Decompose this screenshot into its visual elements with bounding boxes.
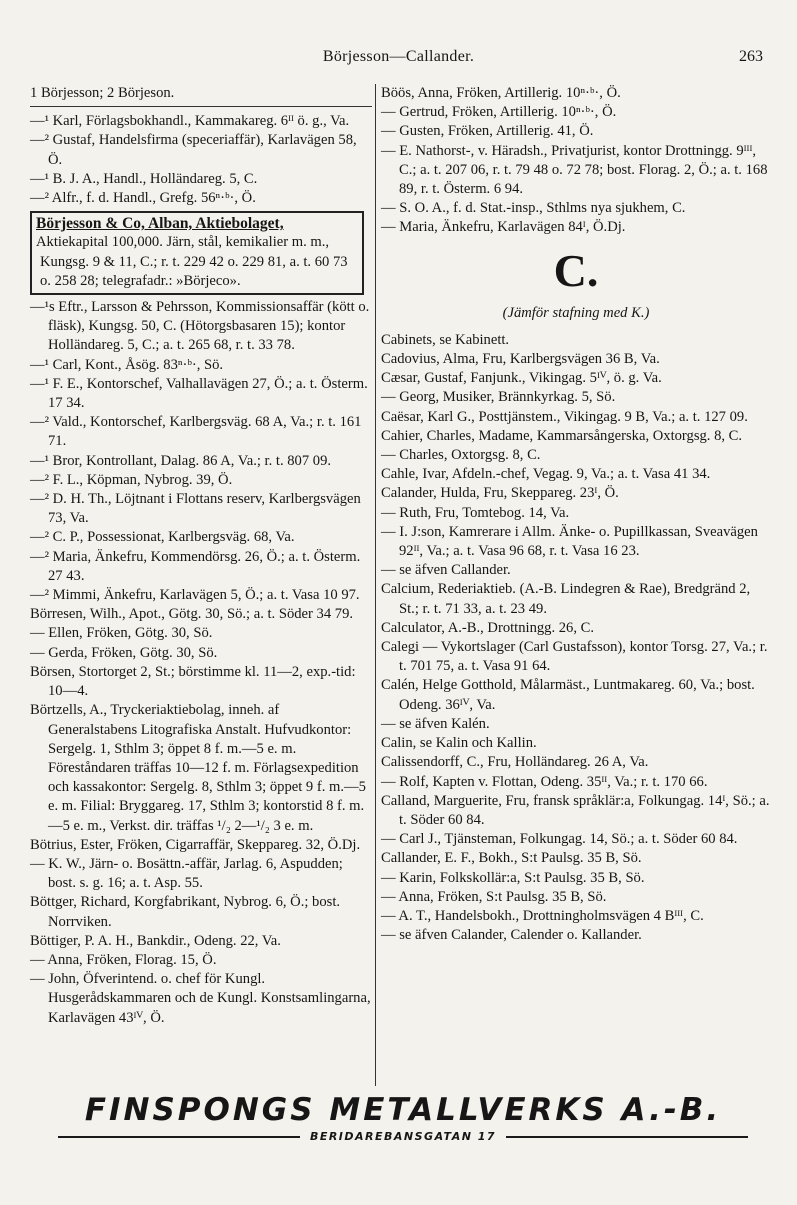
directory-entry: — Rolf, Kapten v. Flottan, Odeng. 35ᴵᴵ, Va.; r. t. 170 66. — [381, 773, 708, 790]
directory-entry: —² Maria, Änkefru, Kommendörsg. 26, Ö.; a. t. Österm. 27 43. — [30, 548, 361, 584]
directory-entry: — John, Öfverintend. o. chef för Kungl. Husgerådskammaren och de Kungl. Konstsamlingarna, Karlavägen 43ᴵⱽ, Ö. — [30, 971, 371, 1026]
directory-entry: Cahier, Charles, Madame, Kammarsångerska, Oxtorgsg. 8, C. — [381, 427, 743, 444]
directory-entry: Calcium, Rederiaktieb. (A.-B. Lindegren & Rae), Bredgränd 2, St.; r. t. 71 33, a. t. 23 49. — [381, 581, 751, 617]
directory-entry: — se äfven Kalén. — [381, 715, 490, 732]
directory-entry: — K. W., Järn- o. Bosättn.-affär, Jarlag. 6, Aspudden; bost. s. g. 16; a. t. Asp. 55. — [30, 855, 343, 892]
directory-entry: — Gusten, Fröken, Artillerig. 41, Ö. — [381, 123, 594, 140]
banner-address-line — [58, 1130, 748, 1143]
directory-entry: —¹ Bror, Kontrollant, Dalag. 86 A, Va.; r. t. 807 09. — [30, 452, 332, 469]
directory-entry: Börtzells, A., Tryckeriaktiebolag, inneh. af Generalstabens Litografiska Anstalt. Hufvudkontor: Sergelg. 1, Sthlm 3; öppet 8 f. m.—5 e. m. Föreståndaren träffas 10—12 f. m. Förlagsexpedition och kassakontor: Sergelg. 8, Sthlm 3; öppet 9 f. m.—5 e. m. Filial: Bryggareg. 17, Sthlm 3; kontorstid 8 f. m. —5 e. m., Verkst. dir. träffas ¹/₂ 2—¹/₂ 3 e. m. — [30, 702, 366, 834]
directory-entry: — Ellen, Fröken, Götg. 30, Sö. — [30, 625, 213, 642]
directory-entry: — Maria, Änkefru, Karlavägen 84ᴵ, Ö.Dj. — [381, 219, 626, 236]
directory-entry: — Ruth, Fru, Tomtebog. 14, Va. — [381, 504, 570, 521]
directory-entry: — Carl J., Tjänsteman, Folkungag. 14, Sö.; a. t. Söder 60 84. — [381, 831, 738, 848]
directory-entry: —¹ Carl, Kont., Åsög. 83ⁿ·ᵇ·, Sö. — [30, 356, 224, 373]
directory-entry: Calin, se Kalin och Kallin. — [381, 735, 537, 752]
advertisement-body: Aktiekapital 100,000. Järn, stål, kemikalier m. m., Kungsg. 9 & 11, C.; r. t. 229 42 o. 229 81, a. t. 60 73 o. 258 28; telegrafadr.: »Börjeco». — [36, 234, 348, 289]
directory-entry: Cabinets, se Kabinett. — [381, 331, 510, 348]
directory-entry: — Anna, Fröken, Florag. 15, Ö. — [30, 951, 217, 968]
directory-entry: Calland, Marguerite, Fru, fransk språklär:a, Folkungag. 14ᴵ, Sö.; a. t. Söder 60 84. — [381, 792, 770, 828]
directory-entry: — se äfven Calander, Calender o. Kallander. — [381, 927, 642, 944]
banner-title: FINSPONGS METALLVERKS A.-B. — [84, 1092, 722, 1128]
directory-entry: — A. T., Handelsbokh., Drottningholmsvägen 4 Bᴵᴵᴵ, C. — [381, 907, 704, 924]
directory-entry: —¹ F. E., Kontorschef, Valhallavägen 27, Ö.; a. t. Österm. 17 34. — [30, 375, 368, 412]
section-note: (Jämför stafning med K.) — [502, 304, 650, 321]
directory-entry: Callander, E. F., Bokh., S:t Paulsg. 35 B, Sö. — [381, 850, 642, 867]
directory-entry: — Gerda, Fröken, Götg. 30, Sö. — [30, 644, 218, 661]
directory-entry: Calén, Helge Gotthold, Målarmäst., Luntmakareg. 60, Va.; bost. Odeng. 36ᴵⱽ, Va. — [381, 677, 755, 713]
directory-entry: — S. O. A., f. d. Stat.-insp., Sthlms nya sjukhem, C. — [381, 200, 686, 217]
directory-entry: — Georg, Musiker, Brännkyrkag. 5, Sö. — [381, 389, 616, 406]
directory-entry: Cahle, Ivar, Afdeln.-chef, Vegag. 9, Va.; a. t. Vasa 41 34. — [381, 466, 711, 483]
directory-entry: Böttger, Richard, Korgfabrikant, Nybrog. 6, Ö.; bost. Norrviken. — [30, 894, 341, 930]
directory-entry: —¹ B. J. A., Handl., Holländareg. 5, C. — [30, 170, 258, 187]
directory-entry: —² C. P., Possessionat, Karlbergsväg. 68, Va. — [30, 529, 295, 546]
directory-entry: Bötrius, Ester, Fröken, Cigarraffär, Skeppareg. 32, Ö.Dj. — [30, 836, 361, 853]
directory-entry: —² Gustaf, Handelsfirma (speceriaffär), Karlavägen 58, Ö. — [30, 132, 357, 168]
directory-entry: Cadovius, Alma, Fru, Karlbergsvägen 36 B, Va. — [381, 351, 660, 368]
directory-entry: Calegi — Vykortslager (Carl Gustafsson), kontor Torsg. 27, Va.; r. t. 701 75, a. t. Vasa 91 64. — [381, 639, 768, 675]
banner-address: BERIDAREBANSGATAN 17 — [309, 1130, 497, 1143]
left-column — [30, 84, 372, 1028]
directory-entry: Cæsar, Gustaf, Fanjunk., Vikingag. 5ᴵⱽ, ö. g. Va. — [381, 370, 662, 387]
directory-entry: —² Mimmi, Änkefru, Karlavägen 5, Ö.; a. t. Vasa 10 97. — [30, 587, 360, 604]
left-column-heading: 1 Börjesson; 2 Börjeson. — [30, 84, 372, 107]
directory-entry: — I. J:son, Kamrerare i Allm. Änke- o. Pupillkassan, Sveavägen 92ᴵᴵ, Va.; a. t. Vasa 96 68, r. t. Vasa 16 23. — [381, 523, 758, 560]
footer-advertisement — [58, 1092, 748, 1144]
advertisement-title: Börjesson & Co, Alban, Aktiebolaget, — [36, 215, 284, 233]
right-entries-bottom — [381, 331, 771, 946]
directory-entry: Börresen, Wilh., Apot., Götg. 30, Sö.; a. t. Söder 34 79. — [30, 606, 354, 623]
directory-entry: — Gertrud, Fröken, Artillerig. 10ⁿ·ᵇ·, Ö. — [381, 104, 617, 121]
directory-entry: Calander, Hulda, Fru, Skeppareg. 23ᴵ, Ö. — [381, 485, 619, 502]
advertisement-box — [30, 211, 364, 295]
right-column — [381, 84, 771, 945]
directory-entry: — Karin, Folkskollär:a, S:t Paulsg. 35 B, Sö. — [381, 869, 645, 886]
directory-entry: —² F. L., Köpman, Nybrog. 39, Ö. — [30, 471, 233, 488]
directory-entry: — Anna, Fröken, S:t Paulsg. 35 B, Sö. — [381, 888, 607, 905]
directory-entry: —² Vald., Kontorschef, Karlbergsväg. 68 A, Va.; r. t. 161 71. — [30, 414, 362, 450]
page-number: 263 — [739, 48, 763, 65]
directory-entry: —² Alfr., f. d. Handl., Grefg. 56ⁿ·ᵇ·, Ö. — [30, 190, 256, 207]
running-head — [0, 48, 797, 70]
directory-entry: —² D. H. Th., Löjtnant i Flottans reserv, Karlbergsvägen 73, Va. — [30, 491, 361, 527]
banner-rule-right — [506, 1136, 748, 1138]
directory-entry: Böttiger, P. A. H., Bankdir., Odeng. 22, Va. — [30, 932, 281, 949]
directory-entry: —¹s Eftr., Larsson & Pehrsson, Kommissionsaffär (kött o. fläsk), Kungsg. 50, C. (Hötorgsbasaren 15); kontor Holländareg. 5, C.; a. t. 265 68, r. t. 33 78. — [30, 299, 370, 354]
directory-entry: —¹ Karl, Förlagsbokhandl., Kammakareg. 6ᴵᴵ ö. g., Va. — [30, 113, 350, 130]
left-entries-top — [30, 112, 372, 208]
directory-entry: — Charles, Oxtorgsg. 8, C. — [381, 447, 541, 464]
banner-rule-left — [58, 1136, 300, 1138]
section-letter: C. — [553, 244, 599, 296]
directory-entry: — E. Nathorst-, v. Häradsh., Privatjurist, kontor Drottningg. 9ᴵᴵᴵ, C.; a. t. 207 06, r. t. 79 48 o. 72 78; bost. Florag. 2, Ö.; a. t. 168 89, r. t. Österm. 6 94. — [381, 142, 768, 198]
directory-entry: — se äfven Callander. — [381, 562, 511, 579]
directory-entry: Börsen, Stortorget 2, St.; börstimme kl. 11—2, exp.-tid: 10—4. — [30, 663, 356, 700]
column-divider — [375, 84, 376, 1086]
right-entries-top — [381, 84, 771, 238]
directory-entry: Calissendorff, C., Fru, Holländareg. 26 A, Va. — [381, 754, 649, 771]
running-title: Börjesson—Callander. — [322, 48, 475, 65]
directory-entry: Calculator, A.-B., Drottningg. 26, C. — [381, 619, 595, 636]
left-entries-bottom — [30, 298, 372, 1028]
directory-entry: Böös, Anna, Fröken, Artillerig. 10ⁿ·ᵇ·, Ö. — [381, 85, 621, 101]
directory-entry: Caësar, Karl G., Posttjänstem., Vikingag. 9 B, Va.; a. t. 127 09. — [381, 408, 748, 425]
